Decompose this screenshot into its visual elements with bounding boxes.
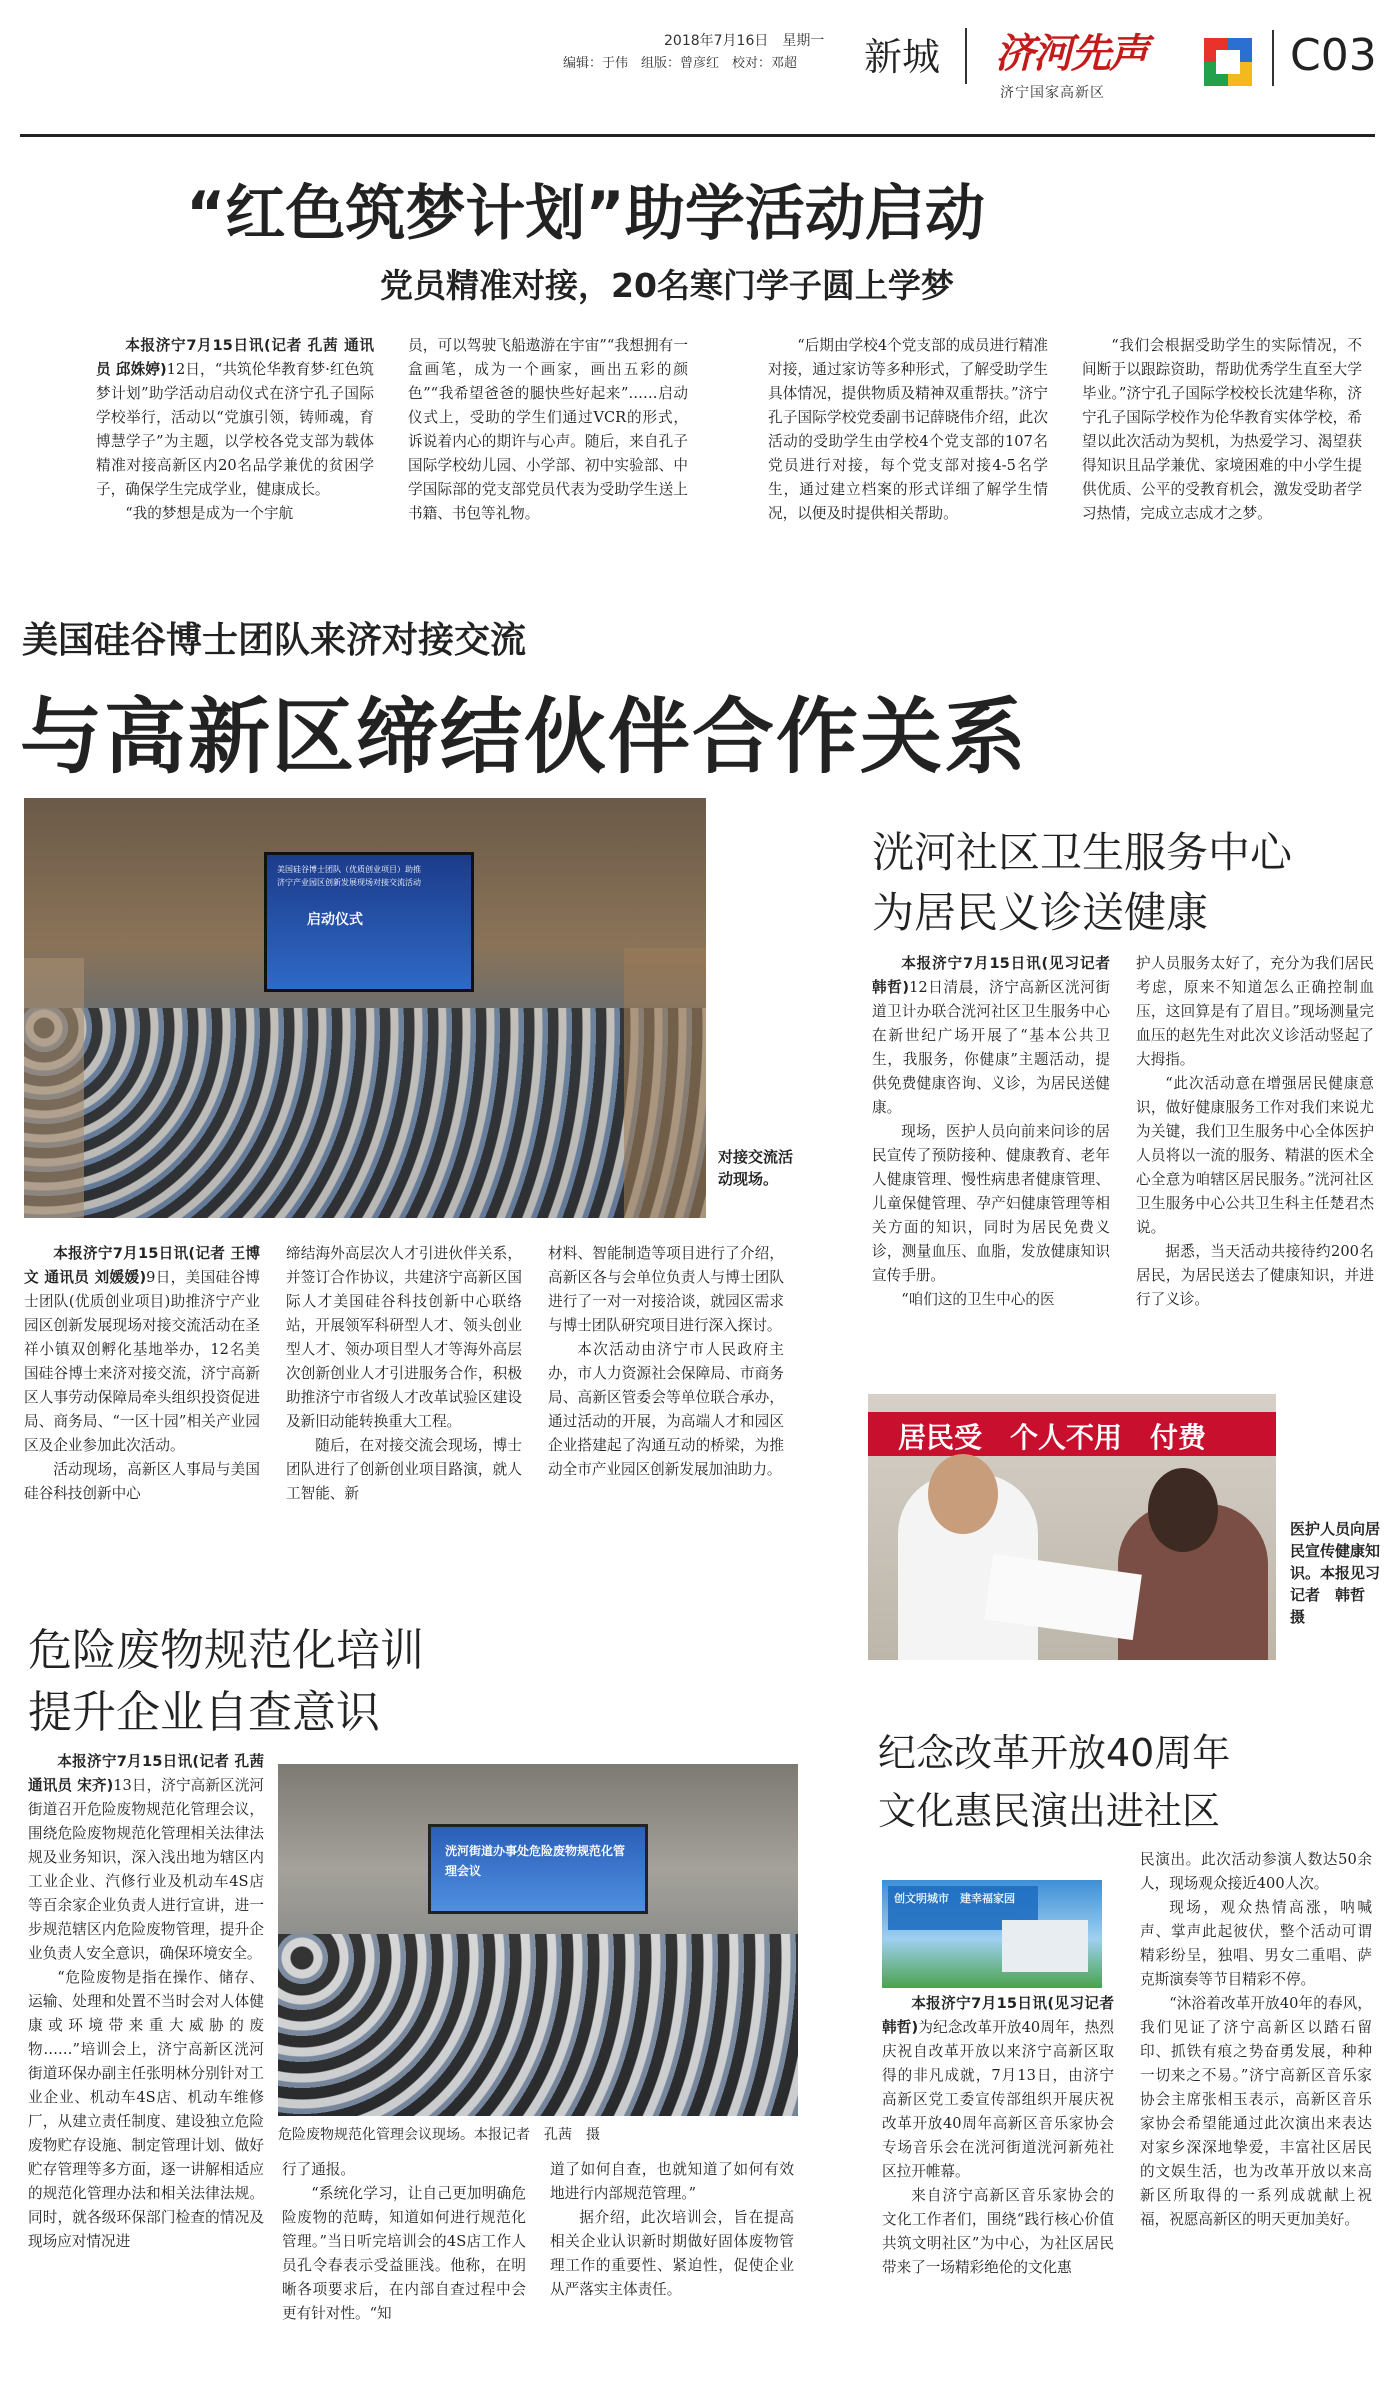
article5-col2: 民演出。此次活动参演人数达50余人，现场观众接近400人次。 现场，观众热情高涨，呐喊声、掌声此起彼伏，整个活动可谓精彩纷呈，独唱、男女二重唱、萨克斯演奏等节目精彩不停。 “沐浴着改革开放40年的春风，我们见证了济宁高新区以踏石留印、抓铁有痕之势奋勇发展，种种一切来之不易。”济宁高新区音乐家协会主席张相玉表示，高新区音乐家协会希望能通过此次演出来表达对家乡深深地挚爱，丰富社区居民的文娱生活，也为改革开放以来高新区所取得的一系列成就献上祝福，祝愿高新区的明天更加美好。	[1140, 1851, 1372, 2228]
wall-panel-right	[624, 948, 706, 1218]
masthead-divider-2	[1272, 30, 1274, 86]
article3-title-line1: 洸河社区卫生服务中心	[872, 828, 1293, 877]
article1-subtitle: 党员精准对接，20名寒门学子圆上学梦	[380, 266, 954, 305]
training-meeting-photo	[278, 1764, 798, 2116]
stage-screen: 美国硅谷博士团队（优质创业项目）助推 济宁产业园区创新发展现场对接交流活动 启动仪式	[264, 852, 474, 992]
article2-col3: 材料、智能制造等项目进行了介绍，高新区各与会单位负责人与博士团队进行了一对一对接洽谈，就园区需求与博士团队研究项目进行深入探讨。 本次活动由济宁市人民政府主办，市人力资源社会保障局、市商务局、高新区管委会等单位联合承办，通过活动的开展，为高端人才和园区企业搭建起了沟通互动的桥梁，为推动全市产业园区创新发展加油助力。	[548, 1245, 784, 1478]
article2-col2: 缔结海外高层次人才引进伙伴关系，并签订合作协议，共建济宁高新区国际人才美国硅谷科技创新中心联络站，开展领军科研型人才、领头创业型人才、领办项目型人才等海外高层次创新创业人才引进服务合作，积极助推济宁市省级人才改革试验区建设及新旧动能转换重大工程。 随后，在对接交流会现场，博士团队进行了创新创业项目路演，就人工智能、新	[286, 1245, 522, 1502]
exchange-photo-caption: 对接交流活动现场。	[718, 1148, 794, 1188]
article1-col4: “我们会根据受助学生的实际情况，不间断于以跟踪资助，帮助优秀学生直至大学毕业。”济宁孔子国际学校校长沈建华称，济宁孔子国际学校作为伦华教育实体学校，希望以此次活动为契机，为热爱学习、渴望获得知识且品学兼优、家境困难的中小学生提供优质、公平的受教育机会，激发受助者学习热情，完成立志成才之梦。	[1082, 337, 1362, 522]
editor-credits: 编辑：于伟 组版：曾彦红 校对：邓超	[563, 56, 798, 71]
article5-title-line1: 纪念改革开放40周年	[878, 1731, 1231, 1775]
community-banner-photo	[882, 1880, 1102, 1988]
health-consult-photo	[868, 1394, 1276, 1660]
red-banner: 居民受 个人不用 付费	[868, 1412, 1276, 1456]
meeting-audience	[278, 1934, 798, 2116]
resident-head	[1148, 1468, 1218, 1552]
paper-logo: 济河先声	[995, 30, 1147, 77]
article1-col2: 员，可以驾驶飞船遨游在宇宙”“我想拥有一盒画笔，成为一个画家，画出五彩的颜色”“我希望爸爸的腿快些好起来”……启动仪式上，受助的学生们通过VCR的形式，诉说着内心的期许与心声。随后，来自孔子国际学校幼儿园、小学部、初中实验部、中学国际部的党支部党员代表为受助学生送上书籍、书包等礼物。	[408, 337, 688, 522]
page-number: C03	[1290, 30, 1377, 81]
article5-title-line2: 文化惠民演出进社区	[878, 1789, 1221, 1833]
issue-date: 2018年7月16日 星期一	[664, 33, 825, 49]
meeting-screen: 洸河街道办事处危险废物规范化管理会议	[428, 1824, 648, 1914]
audience-crowd	[24, 1008, 706, 1218]
health-photo-caption: 医护人员向居民宣传健康知识。本报见习记者 韩哲 摄	[1290, 1520, 1381, 1626]
article3-col2: 护人员服务太好了，充分为我们居民考虑，原来不知道怎么正确控制血压，这回算是有了眉目。”现场测量完血压的赵先生对此次义诊活动竖起了大拇指。 “此次活动意在增强居民健康意识，做好健康服务工作对我们来说尤为关键，我们卫生服务中心全体医护人员将以一流的服务、精湛的医术全心全意为咱辖区居民服务。”洸河社区卫生服务中心公共卫生科主任楚君杰说。 据悉，当天活动共接待约200名居民，为居民送去了健康知识，并进行了义诊。	[1136, 955, 1374, 1308]
article4-title-line1: 危险废物规范化培训	[28, 1625, 424, 1676]
colorful-logo-icon	[1200, 34, 1256, 90]
article4-col1: 本报济宁7月15日讯(记者 孔茜 通讯员 宋齐)13日，济宁高新区洸河街道召开危险废物规范化管理会议，围绕危险废物规范化管理相关法律法规及业务知识，深入浅出地为辖区内工业企业、汽修行业及机动车4S店等百余家企业负责人进行宣讲，进一步规范辖区内危险废物管理，提升企业负责人安全意识，确保环境安全。 “危险废物是指在操作、储存、运输、处理和处置不当时会对人体健康或环境带来重大威胁的废物……”培训会上，济宁高新区洸河街道环保办副主任张明林分别针对工业企业、机动车4S店、机动车维修厂，从建立责任制度、建设独立危险废物贮存设施、制定管理计划、做好贮存管理等多方面，逐一讲解相适应的规范化管理办法和相关法律法规。同时，就各级环保部门检查的情况及现场应对情况进	[28, 1753, 264, 2250]
article5-col1: 本报济宁7月15日讯(见习记者 韩哲)为纪念改革开放40周年，热烈庆祝自改革开放以来济宁高新区取得的非凡成就，7月13日，由济宁高新区党工委宣传部组织开展庆祝改革开放40周年高新区音乐家协会专场音乐会在洸河街道洸河新苑社区拉开帷幕。 来自济宁高新区音乐家协会的文化工作者们，围绕“践行核心价值 共筑文明社区”为中心，为社区居民带来了一场精彩绝伦的文化惠	[882, 1995, 1129, 2276]
article3-title-line2: 为居民义诊送健康	[872, 888, 1209, 937]
article1-col1: 本报济宁7月15日讯(记者 孔茜 通讯员 邱姝婷)12日，“共筑伦华教育梦·红色筑梦计划”助学活动启动仪式在济宁孔子国际学校举行，活动以“党旗引领，铸师魂，育博慧学子”为主题，以学校各党支部为载体精准对接高新区内20名品学兼优的贫困学子，确保学生完成学业，健康成长。 “我的梦想是成为一个宇航	[96, 337, 374, 522]
section-name: 新城	[864, 35, 941, 79]
wall-panel	[24, 958, 84, 1218]
article3-col1: 本报济宁7月15日讯(见习记者 韩哲)12日清晨，济宁高新区洸河街道卫计办联合洸河社区卫生服务中心在新世纪广场开展了“基本公共卫生，我服务，你健康”主题活动，提供免费健康咨询、义诊，为居民送健康。 现场，医护人员向前来问诊的居民宣传了预防接种、健康教育、老年人健康管理、慢性病患者健康管理、儿童保健管理、孕产妇健康管理等相关方面的知识，同时为居民免费义诊，测量血压、血脂，发放健康知识宣传手册。 “咱们这的卫生中心的医	[872, 955, 1111, 1308]
doctor-head	[928, 1454, 998, 1534]
training-photo-caption: 危险废物规范化管理会议现场。本报记者 孔茜 摄	[278, 2127, 600, 2143]
article4-title-line2: 提升企业自查意识	[28, 1687, 380, 1738]
district-name: 济宁国家高新区	[1000, 85, 1105, 101]
masthead-rule	[20, 134, 1375, 137]
building-shape	[1002, 1920, 1088, 1972]
exchange-event-photo	[24, 798, 706, 1218]
banner-text-box: 创文明城市 建幸福家园	[888, 1886, 1038, 1930]
article2-kicker: 美国硅谷博士团队来济对接交流	[22, 620, 527, 661]
article1-title: “红色筑梦计划”助学活动启动	[186, 179, 985, 249]
article4-col2: 行了通报。 “系统化学习，让自己更加明确危险废物的范畴，知道如何进行规范化管理。”当日听完培训会的4S店工作人员孔令春表示受益匪浅。他称，在明晰各项要求后，在内部自查过程中会更有针对性。“知	[282, 2161, 526, 2322]
article2-col1: 本报济宁7月15日讯(记者 王博文 通讯员 刘媛媛)9日，美国硅谷博士团队(优质创业项目)助推济宁产业园区创新发展现场对接交流活动在圣祥小镇双创孵化基地举办，12名美国硅谷博士来济对接交流，济宁高新区人事劳动保障局牵头组织投资促进局、商务局、“一区十园”相关产业园区及企业参加此次活动。 活动现场，高新区人事局与美国硅谷科技创新中心	[24, 1245, 260, 1502]
article1-col3: “后期由学校4个党支部的成员进行精准对接，通过家访等多种形式，了解受助学生具体情况，提供物质及精神双重帮扶。”济宁孔子国际学校党委副书记薛晓伟介绍，此次活动的受助学生由学校4个党支部的107名党员进行对接，每个党支部对接4-5名学生，通过建立档案的形式详细了解学生情况，以便及时提供相关帮助。	[768, 337, 1048, 522]
masthead-divider	[965, 28, 967, 84]
article4-col3: 道了如何自查，也就知道了如何有效地进行内部规范管理。” 据介绍，此次培训会，旨在提高相关企业认识新时期做好固体废物管理工作的重要性、紧迫性，促使企业从严落实主体责任。	[550, 2161, 794, 2298]
article2-title: 与高新区缔结伙伴合作关系	[20, 690, 1029, 785]
